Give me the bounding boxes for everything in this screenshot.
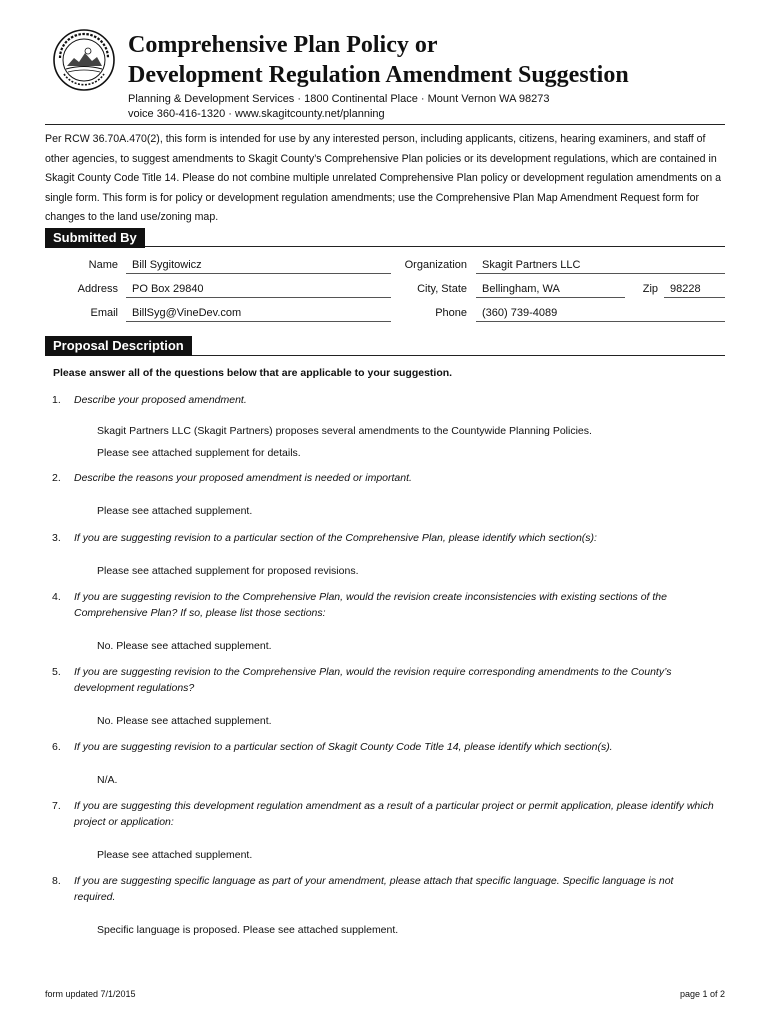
answer-text[interactable]: Skagit Partners LLC (Skagit Partners) proposes several amendments to the Countywide Planning Policies. <box>97 425 592 437</box>
form-title <box>128 30 629 90</box>
zip-field[interactable]: 98228 <box>664 282 725 298</box>
answer-text[interactable]: Specific language is proposed. Please see attached supplement. <box>97 924 399 936</box>
question-number: 3. <box>52 532 61 544</box>
question-number: 7. <box>52 800 61 812</box>
question-number: 4. <box>52 591 61 603</box>
zip-label: Zip <box>642 283 658 295</box>
county-seal-logo <box>52 28 116 92</box>
city-state-field[interactable]: Bellingham, WA <box>476 282 625 298</box>
proposal-heading: Proposal Description <box>45 336 192 356</box>
organization-label: Organization <box>404 259 467 271</box>
department-phone-web: voice 360-416-1320 · www.skagitcounty.net/planning <box>128 108 385 120</box>
question-text: If you are suggesting this development regulation amendment as a result of a particular project or permit application, please identify which project or application: <box>74 800 714 828</box>
answer-text[interactable]: No. Please see attached supplement. <box>97 640 272 652</box>
question-text: Describe the reasons your proposed amendment is needed or important. <box>74 472 412 484</box>
department-contact <box>128 92 550 122</box>
question-text: If you are suggesting specific language as part of your amendment, please attach that specific language. Specific language is not required. <box>74 875 674 903</box>
question-number: 5. <box>52 666 61 678</box>
organization-field[interactable]: Skagit Partners LLC <box>476 258 725 274</box>
proposal-instructions: Please answer all of the questions below that are applicable to your suggestion. <box>53 367 453 379</box>
question-number: 2. <box>52 472 61 484</box>
question-text: If you are suggesting revision to the Comprehensive Plan, would the revision require corresponding amendments to the County’s development regulations? <box>74 666 672 694</box>
question-text: If you are suggesting revision to a particular section of the Comprehensive Plan, please identify which section(s): <box>74 532 597 544</box>
question-number: 8. <box>52 875 61 887</box>
answer-text[interactable]: No. Please see attached supplement. <box>97 715 272 727</box>
submitted-by-divider <box>45 246 725 247</box>
question-text: If you are suggesting revision to a particular section of Skagit County Code Title 14, please identify which section(s). <box>74 741 613 753</box>
answer-text[interactable]: N/A. <box>97 774 118 786</box>
question-text: Describe your proposed amendment. <box>74 394 247 406</box>
email-label: Email <box>90 307 118 319</box>
email-field[interactable]: BillSyg@VineDev.com <box>126 306 391 322</box>
department-address: Planning & Development Services · 1800 Continental Place · Mount Vernon WA 98273 <box>128 93 550 105</box>
address-field[interactable]: PO Box 29840 <box>126 282 391 298</box>
name-field[interactable]: Bill Sygitowicz <box>126 258 391 274</box>
question-number: 6. <box>52 741 61 753</box>
phone-label: Phone <box>435 307 467 319</box>
form-updated-date: form updated 7/1/2015 <box>45 989 136 999</box>
name-label: Name <box>88 259 118 271</box>
header-divider <box>45 124 725 125</box>
question-text: If you are suggesting revision to the Comprehensive Plan, would the revision create inconsistencies with existing sections of the Comprehensive Plan? If so, please list those sections: <box>74 591 667 619</box>
question-number: 1. <box>52 394 61 406</box>
answer-text[interactable]: Please see attached supplement for proposed revisions. <box>97 565 359 577</box>
phone-field[interactable]: (360) 739-4089 <box>476 306 725 322</box>
page-number: page 1 of 2 <box>679 989 725 999</box>
title-line-2: Development Regulation Amendment Suggestion <box>128 62 629 88</box>
submitted-by-heading: Submitted By <box>45 228 145 248</box>
address-label: Address <box>77 283 118 295</box>
city-state-label: City, State <box>417 283 467 295</box>
intro-paragraph: Per RCW 36.70A.470(2), this form is intended for use by any interested person, including applicants, citizens, hearing examiners, and staff of other agencies, to suggest amendments to Skagit County’s Comprehensive Plan policies or its development regulations, which are contained in Skagit County Code Title 14. Please do not combine multiple unrelated Comprehensive Plan policy or development regulation amendments on a single form. This form is for policy or development regulation amendments; use the Comprehensive Plan Map Amendment Request form for changes to the land use/zoning map. <box>45 133 722 223</box>
title-line-1: Comprehensive Plan Policy or <box>128 32 438 58</box>
answer-text[interactable]: Please see attached supplement. <box>97 505 253 517</box>
answer-text[interactable]: Please see attached supplement. <box>97 849 253 861</box>
answer-text[interactable]: Please see attached supplement for details. <box>97 447 301 459</box>
